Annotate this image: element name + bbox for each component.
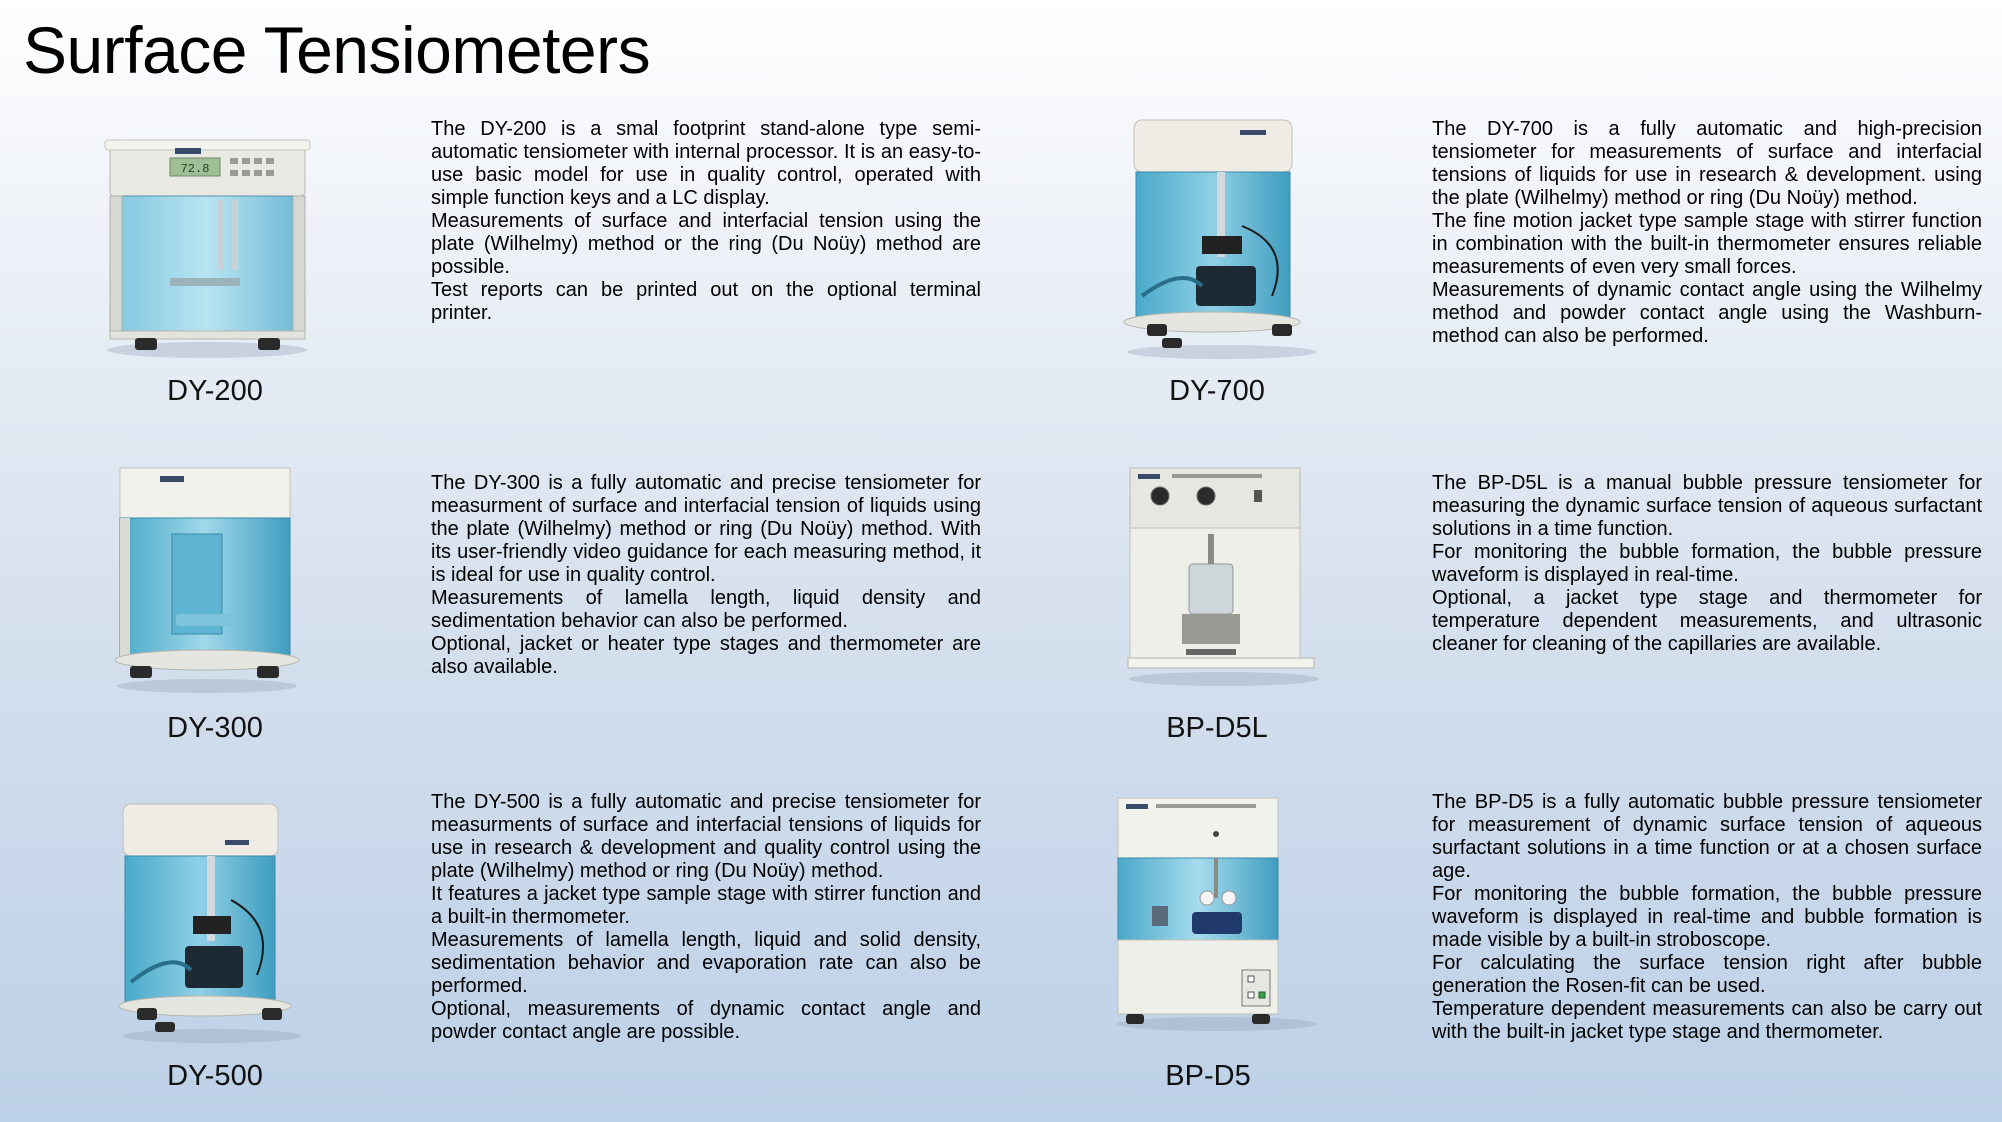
bp-d5-paragraph: For monitoring the bubble formation, the bubble pressure waveform is displayed in real-time and bubble formation is made visible by a built-in stroboscope. — [1432, 883, 1982, 951]
dy-500-paragraph: The DY-500 is a fully automatic and precise tensiometer for measurments of surface and interfacial tensions of liquids for use in research & development and quality control using the plate (Wilhelmy) method or ring (Du Noüy) method. — [431, 791, 981, 882]
dy-200-paragraph: Measurements of surface and interfacial tension using the plate (Wilhelmy) method or the ring (Du Noüy) method are possible. — [431, 210, 981, 278]
bp-d5l-paragraph: Optional, a jacket type stage and thermometer for temperature dependent measurements, and ultrasonic cleaner for cleaning of the capillaries are available. — [1432, 587, 1982, 655]
dy-300-paragraph: The DY-300 is a fully automatic and precise tensiometer for measurment of surface and interfacial tension of liquids using the plate (Wilhelmy) method or ring (Du Noüy) method. With its user-friendly video guidance for each measuring method, it is ideal for use in quality control. — [431, 472, 981, 586]
dy-500-description — [431, 791, 981, 1044]
bp-d5-paragraph: The BP-D5 is a fully automatic bubble pressure tensiometer for measurement of dynamic surface tension of aqueous surfactant solutions in a time function or at a chosen surface age. — [1432, 791, 1982, 882]
dy-300-paragraph: Optional, jacket or heater type stages and thermometer are also available. — [431, 633, 981, 678]
dy-300-description — [431, 472, 981, 679]
dy-200-display-readout: 72.8 — [180, 162, 210, 176]
dy-200-instrument-image — [100, 138, 315, 360]
bp-d5-paragraph: Temperature dependent measurements can also be carry out with the built-in jacket type stage and thermometer. — [1432, 998, 1982, 1043]
dy-700-paragraph: The fine motion jacket type sample stage with stirrer function in combination with the built-in thermometer ensures reliable measurements of even very small forces. — [1432, 210, 1982, 278]
dy-200-paragraph: The DY-200 is a smal footprint stand-alone type semi-automatic tensiometer with internal processor. It is an easy-to-use basic model for use in quality control, operated with simple function keys and a LC display. — [431, 118, 981, 209]
bp-d5l-label: BP-D5L — [1166, 712, 1268, 744]
bp-d5l-paragraph: The BP-D5L is a manual bubble pressure tensiometer for measuring the dynamic surface tension of aqueous surfactant solutions in a time function. — [1432, 472, 1982, 540]
dy-200-paragraph: Test reports can be printed out on the optional terminal printer. — [431, 279, 981, 324]
page-title: Surface Tensiometers — [23, 13, 651, 87]
bp-d5-label: BP-D5 — [1165, 1060, 1251, 1092]
bp-d5-instrument-image — [1112, 794, 1322, 1034]
dy-700-label: DY-700 — [1169, 375, 1265, 407]
dy-300-instrument-image — [112, 464, 302, 696]
dy-300-paragraph: Measurements of lamella length, liquid density and sedimentation behavior can also be performed. — [431, 587, 981, 632]
bp-d5-description — [1432, 791, 1982, 1044]
bp-d5l-description — [1432, 472, 1982, 656]
bp-d5l-paragraph: For monitoring the bubble formation, the bubble pressure waveform is displayed in real-time. — [1432, 541, 1982, 586]
dy-500-paragraph: Measurements of lamella length, liquid and solid density, sedimentation behavior and evaporation rate can also be performed. — [431, 929, 981, 997]
dy-500-label: DY-500 — [167, 1060, 263, 1092]
dy-300-label: DY-300 — [167, 712, 263, 744]
bp-d5l-instrument-image — [1124, 464, 1324, 689]
dy-200-label: DY-200 — [167, 375, 263, 407]
dy-700-description — [1432, 118, 1982, 348]
dy-500-paragraph: Optional, measurements of dynamic contact angle and powder contact angle are possible. — [431, 998, 981, 1043]
dy-500-instrument-image — [117, 800, 307, 1045]
dy-700-paragraph: The DY-700 is a fully automatic and high-precision tensiometer for measurements of surface and interfacial tensions of liquids for use in research & development. using the plate (Wilhelmy) method or ring (Du Noüy) method. — [1432, 118, 1982, 209]
dy-200-description — [431, 118, 981, 325]
bp-d5-paragraph: For calculating the surface tension right after bubble generation the Rosen-fit can be used. — [1432, 952, 1982, 997]
dy-700-instrument-image — [1122, 116, 1322, 361]
dy-700-paragraph: Measurements of dynamic contact angle using the Wilhelmy method and powder contact angle using the Washburn-method can also be performed. — [1432, 279, 1982, 347]
dy-500-paragraph: It features a jacket type sample stage with stirrer function and a built-in thermometer. — [431, 883, 981, 928]
